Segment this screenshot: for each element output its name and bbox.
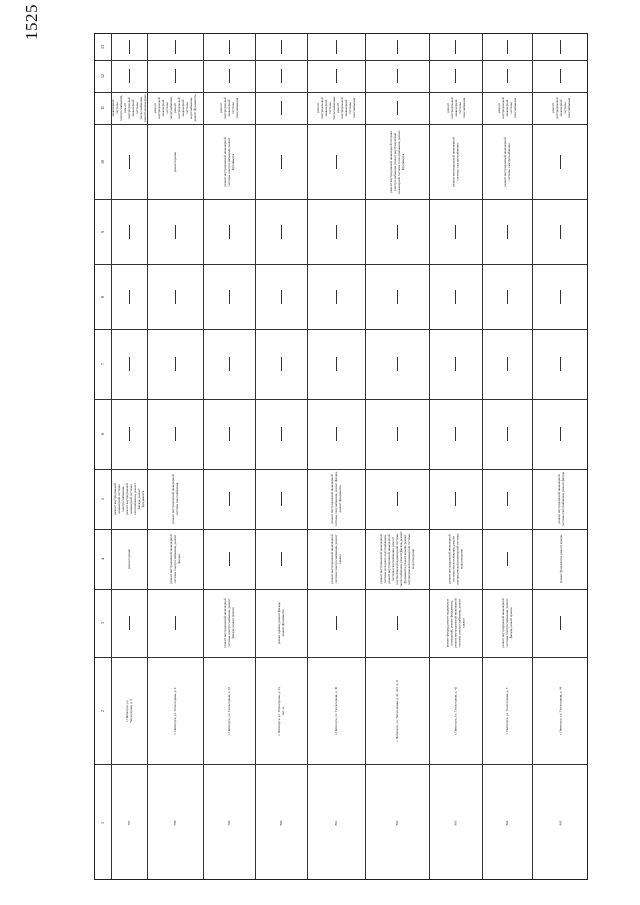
table-cell-c6: [111, 399, 147, 469]
table-cell-c13: [147, 34, 203, 60]
column-header: [95, 264, 111, 329]
table-cell-num: [365, 764, 429, 881]
table-cell-c9: [307, 199, 365, 264]
empty-cell-dash: [455, 357, 456, 371]
table-cell-c5: [365, 469, 429, 529]
table-cell-c13: [255, 34, 307, 60]
table-cell-c4: [532, 529, 589, 589]
table-cell-c8: [429, 264, 482, 329]
table-cell-address: [365, 657, 429, 764]
cell-text: ремонт внутридомовой инженерной системы газоснабжения, ремонт фасада: [556, 472, 565, 526]
empty-cell-dash: [397, 40, 398, 54]
cell-text: ремонт внутридомовой инженерной системы газоснабжения: [445, 97, 466, 119]
table-cell-c3: [147, 589, 203, 657]
cell-text: ремонт внутридомовой инженерной системы газоснабжения: [550, 97, 571, 119]
table-cell-c3: [307, 589, 365, 657]
table-cell-c7: [365, 329, 429, 399]
column-header: [95, 92, 111, 124]
empty-cell-dash: [560, 40, 561, 54]
table-cell-c7: [111, 329, 147, 399]
table-cell-c7: [482, 329, 532, 399]
empty-cell-dash: [336, 69, 337, 83]
empty-cell-dash: [397, 225, 398, 239]
cell-text: ремонт внутридомовой инженерной системы газоснабжения: [219, 97, 239, 119]
table-cell-c7: [429, 329, 482, 399]
table-cell-c7: [307, 329, 365, 399]
empty-cell-dash: [281, 225, 282, 239]
empty-cell-dash: [229, 427, 230, 441]
column-header: [95, 124, 111, 199]
table-cell-c3: [255, 589, 307, 657]
empty-cell-dash: [336, 357, 337, 371]
table-cell-c6: [532, 399, 589, 469]
cell-text: ремонт внутридомовой инженерной системы газоснабжения: [497, 97, 517, 119]
table-cell-c3: [365, 589, 429, 657]
cell-text: г. Пятигорск, ул. Теплосерная, д. 41, лит. А, Б: [395, 679, 399, 742]
column-header: [95, 529, 111, 589]
empty-cell-dash: [175, 616, 176, 630]
table-cell-c8: [482, 264, 532, 329]
table-cell-address: [307, 657, 365, 764]
column-header: [95, 657, 111, 764]
cell-text: г. Пятигорск, ул. Теплосерная, д. 54: [558, 686, 563, 735]
empty-cell-dash: [129, 290, 130, 304]
cell-text: 802: [395, 820, 399, 825]
table-cell-c10: [203, 124, 255, 199]
cell-text: ремонт внутридомовой инженерной системы электроснабжения, ремонт фасада, ремонт крыши: [501, 598, 513, 648]
cell-text: г. Пятигорск, ул. Теплосерная, д. 5: [125, 698, 133, 723]
empty-cell-dash: [129, 155, 130, 169]
cell-text: ремонт внутридомовой инженерной системы теплоснабжения, ремонт внутридомовой инженерной системы газоснабжения: [316, 96, 356, 120]
empty-cell-dash: [397, 290, 398, 304]
table-cell-c6: [482, 399, 532, 469]
empty-cell-dash: [229, 492, 230, 506]
table-cell-c10: [429, 124, 482, 199]
empty-cell-dash: [336, 427, 337, 441]
empty-cell-dash: [397, 427, 398, 441]
empty-cell-dash: [507, 357, 508, 371]
empty-cell-dash: [281, 69, 282, 83]
empty-cell-dash: [507, 552, 508, 566]
table-cell-c11: [111, 92, 147, 124]
table-cell-address: [255, 657, 307, 764]
table-cell-c3: [429, 589, 482, 657]
column-header-label: 3: [100, 622, 105, 624]
empty-cell-dash: [175, 225, 176, 239]
table-cell-c8: [365, 264, 429, 329]
table-cell-c11: [147, 92, 203, 124]
column-header-label: 13: [100, 45, 105, 49]
table-cell-num: [532, 764, 589, 881]
table-cell-c12: [203, 60, 255, 92]
cell-text: ремонт внутридомовой инженерной системы электроснабжения: [503, 136, 511, 187]
empty-cell-dash: [229, 357, 230, 371]
cell-text: ремонт фасада, ремонт подвальных помещений, ремонт фундамента, ремонт внутридомовой инженерной системы электроснабжения, ремонт крыши: [445, 598, 466, 648]
table-cell-c4: [365, 529, 429, 589]
empty-cell-dash: [455, 40, 456, 54]
empty-cell-dash: [560, 357, 561, 371]
column-header-label: 7: [100, 363, 105, 365]
table-cell-c6: [203, 399, 255, 469]
table-cell-c7: [532, 329, 589, 399]
table-cell-c10: [532, 124, 589, 199]
cell-text: ремонт крыши: [173, 151, 177, 172]
table-cell-c13: [307, 34, 365, 60]
table-cell-num: [255, 764, 307, 881]
empty-cell-dash: [281, 357, 282, 371]
column-header-label: 2: [100, 709, 105, 712]
table-cell-c11: [482, 92, 532, 124]
empty-cell-dash: [397, 69, 398, 83]
table-cell-c7: [147, 329, 203, 399]
cell-text: 800: [279, 820, 283, 825]
table-cell-address: [482, 657, 532, 764]
table-cell-num: [203, 764, 255, 881]
cell-text: ремонт внутридомовой инженерной системы электроснабжения, ремонт фасада, ремонт крыши: [223, 598, 235, 648]
cell-text: г. Пятигорск, ул. Теплосерная, д. 42: [453, 686, 458, 735]
cell-text: инженерной системы электроснабжения, ремонт внутридомовой инженерной системы теплоснабжения, ремонт инженерных: [111, 94, 147, 122]
table-cell-num: [429, 764, 482, 881]
page-number: 1525: [22, 4, 41, 40]
table-cell-c10: [482, 124, 532, 199]
table-cell-address: [147, 657, 203, 764]
empty-cell-dash: [455, 427, 456, 441]
empty-cell-dash: [560, 616, 561, 630]
table-cell-address: [111, 657, 147, 764]
table-cell-c9: [203, 199, 255, 264]
table-cell-num: [482, 764, 532, 881]
cell-text: ремонт фундамента, ремонт крыши: [558, 534, 563, 584]
cell-text: г. Пятигорск, ул. Теплосерная, д. 5: [505, 687, 509, 734]
table-cell-c9: [255, 199, 307, 264]
empty-cell-dash: [507, 225, 508, 239]
empty-cell-dash: [507, 290, 508, 304]
empty-cell-dash: [281, 492, 282, 506]
table-cell-c9: [365, 199, 429, 264]
cell-text: ремонт внутридомовой инженерной системы электроснабжения: [451, 136, 460, 187]
empty-cell-dash: [129, 616, 130, 630]
cell-text: г. Пятигорск, ул. Теплосерная, д. 36: [334, 686, 338, 735]
cell-text: ремонт внутридомовой инженерной системы электроснабжения, ремонт крыши: [330, 534, 342, 584]
empty-cell-dash: [560, 225, 561, 239]
table-cell-c4: [482, 529, 532, 589]
cell-text: ремонт внутридомовой инженерной системы холодного водоснабжения, ремонт внутридомовой инженерной системы газоснабжения, ремонт внутридомовой инженерной системы теплоснабжения, ремонт фасада, ремонт фундамента, ремонт крыши, ремонт внутридомовой инженерной системы водоотведения: [379, 531, 415, 587]
empty-cell-dash: [229, 552, 230, 566]
table-cell-c12: [307, 60, 365, 92]
column-header: [95, 199, 111, 264]
empty-cell-dash: [175, 40, 176, 54]
table-cell-address: [203, 657, 255, 764]
table-cell-c11: [365, 92, 429, 124]
cell-text: 797: [127, 820, 131, 825]
table-cell-c12: [147, 60, 203, 92]
table-cell-c9: [532, 199, 589, 264]
table-cell-c5: [203, 469, 255, 529]
column-header-label: 4: [100, 558, 105, 560]
table-cell-num: [111, 764, 147, 881]
table-cell-c12: [532, 60, 589, 92]
empty-cell-dash: [397, 616, 398, 630]
table-cell-c11: [255, 92, 307, 124]
empty-cell-dash: [507, 427, 508, 441]
table-cell-c11: [532, 92, 589, 124]
table-cell-c13: [365, 34, 429, 60]
column-header: [95, 764, 111, 881]
table-cell-c4: [429, 529, 482, 589]
empty-cell-dash: [560, 290, 561, 304]
table-cell-c8: [111, 264, 147, 329]
column-header: [95, 60, 111, 92]
table-cell-c8: [307, 264, 365, 329]
column-header: [95, 329, 111, 399]
empty-cell-dash: [336, 225, 337, 239]
cell-text: 804: [505, 820, 509, 825]
table-cell-c10: [307, 124, 365, 199]
cell-text: 803: [453, 820, 458, 825]
cell-text: ремонт внутридомовой инженерной системы электроснабжения, ремонт фасада: [169, 534, 181, 584]
table-cell-c9: [429, 199, 482, 264]
table-cell-c13: [111, 34, 147, 60]
cell-text: г. Пятигорск, ул. Теплосерная, д. 10: [227, 686, 231, 735]
cell-text: ремонт крыши: [127, 549, 131, 569]
cell-text: 799: [227, 820, 231, 825]
empty-cell-dash: [281, 427, 282, 441]
column-header: [95, 34, 111, 60]
table-cell-c3: [532, 589, 589, 657]
column-header-label: 6: [100, 433, 105, 435]
table-cell-c9: [482, 199, 532, 264]
column-header-label: 1: [100, 821, 105, 824]
table-cell-c10: [365, 124, 429, 199]
column-header: [95, 399, 111, 469]
cell-text: ремонт внутридомовой инженерной системы теплоснабжения, ремонт внутридомовой инженерной системы водоотведения: [447, 533, 464, 585]
empty-cell-dash: [281, 40, 282, 54]
empty-cell-dash: [229, 69, 230, 83]
table-cell-c9: [111, 199, 147, 264]
cell-text: г. Пятигорск, ул. Теплосерная, д. 33, лит. А: [277, 685, 285, 736]
table-cell-c7: [255, 329, 307, 399]
table-cell-c13: [482, 34, 532, 60]
table-cell-c6: [147, 399, 203, 469]
empty-cell-dash: [455, 492, 456, 506]
table-cell-c13: [532, 34, 589, 60]
empty-cell-dash: [560, 69, 561, 83]
empty-cell-dash: [175, 290, 176, 304]
column-header-label: 9: [100, 230, 105, 233]
empty-cell-dash: [175, 427, 176, 441]
cell-text: ремонт внутридомовой инженерной системы теплоснабжения, ремонт внутридомовой инженерной системы водоснабжения, ремонт фундамента: [153, 94, 197, 122]
table-cell-c11: [203, 92, 255, 124]
table-cell-num: [147, 764, 203, 881]
table-cell-c4: [147, 529, 203, 589]
table-cell-c9: [147, 199, 203, 264]
table-cell-c12: [255, 60, 307, 92]
empty-cell-dash: [281, 101, 282, 115]
table-cell-c12: [365, 60, 429, 92]
column-header-label: 10: [100, 159, 105, 164]
column-header-label: 8: [100, 295, 105, 298]
table-cell-c5: [307, 469, 365, 529]
cell-text: г. Пятигорск, ул. Теплосерная, д. 9: [173, 687, 177, 734]
table-cell-c12: [429, 60, 482, 92]
empty-cell-dash: [336, 40, 337, 54]
empty-cell-dash: [229, 225, 230, 239]
table-cell-c11: [429, 92, 482, 124]
empty-cell-dash: [397, 101, 398, 115]
empty-cell-dash: [129, 427, 130, 441]
column-header: [95, 589, 111, 657]
table-cell-c11: [307, 92, 365, 124]
empty-cell-dash: [560, 427, 561, 441]
empty-cell-dash: [455, 290, 456, 304]
table-cell-c6: [429, 399, 482, 469]
table-cell-c10: [255, 124, 307, 199]
table-cell-c5: [255, 469, 307, 529]
table-cell-c6: [255, 399, 307, 469]
table-cell-c5: [111, 469, 147, 529]
cell-text: ремонт внутридомовой инженерной системы электроснабжения, ремонт внутридомовой инженерной системы теплоснабжения, ремонт фундамента: [389, 129, 405, 194]
cell-text: ремонт внутридомовой инженерной системы газоснабжения, ремонт фасада, ремонт фундамента: [330, 471, 342, 527]
empty-cell-dash: [175, 69, 176, 83]
cell-text: ремонт внутридомовой инженерной системы газоснабжения: [171, 474, 179, 524]
cell-text: ремонт внутридомовой инженерной системы электроснабжения, ремонт фундамента: [223, 136, 235, 187]
empty-cell-dash: [336, 616, 337, 630]
table-cell-c4: [111, 529, 147, 589]
cell-text: 805: [558, 820, 563, 825]
cell-text: ремонт внутридомовой инженерной системы электроснабжения, ремонт внутридомовой инженерной системы газоснабжения, ремонт фасада, ремонт фундамента: [113, 483, 145, 515]
table-cell-c13: [429, 34, 482, 60]
column-header: [95, 469, 111, 529]
cell-text: 798: [173, 820, 177, 825]
table-cell-c3: [482, 589, 532, 657]
table-cell-num: [307, 764, 365, 881]
table-cell-c8: [255, 264, 307, 329]
table-cell-c5: [429, 469, 482, 529]
empty-cell-dash: [175, 357, 176, 371]
table-cell-c5: [532, 469, 589, 529]
table-cell-c4: [307, 529, 365, 589]
table-cell-c5: [482, 469, 532, 529]
empty-cell-dash: [281, 290, 282, 304]
column-header-label: 12: [100, 74, 105, 78]
table-cell-c8: [532, 264, 589, 329]
table-cell-c8: [147, 264, 203, 329]
empty-cell-dash: [281, 552, 282, 566]
empty-cell-dash: [455, 225, 456, 239]
table-cell-c4: [255, 529, 307, 589]
table-cell-c6: [365, 399, 429, 469]
table-cell-c5: [147, 469, 203, 529]
empty-cell-dash: [229, 40, 230, 54]
empty-cell-dash: [507, 40, 508, 54]
table-cell-address: [532, 657, 589, 764]
table-cell-c10: [111, 124, 147, 199]
column-header-label: 11: [99, 106, 105, 110]
table-cell-c13: [203, 34, 255, 60]
empty-cell-dash: [560, 155, 561, 169]
empty-cell-dash: [507, 69, 508, 83]
table-cell-c10: [147, 124, 203, 199]
cell-text: ремонт крыши, ремонт фасада, ремонт фундамента: [277, 601, 285, 645]
empty-cell-dash: [455, 69, 456, 83]
table-cell-c7: [203, 329, 255, 399]
table-cell-c12: [111, 60, 147, 92]
empty-cell-dash: [129, 357, 130, 371]
work-schedule-table: [94, 33, 588, 880]
empty-cell-dash: [507, 492, 508, 506]
table-cell-address: [429, 657, 482, 764]
empty-cell-dash: [336, 155, 337, 169]
table-cell-c6: [307, 399, 365, 469]
table-cell-c3: [203, 589, 255, 657]
empty-cell-dash: [397, 492, 398, 506]
empty-cell-dash: [229, 290, 230, 304]
empty-cell-dash: [281, 155, 282, 169]
table-cell-c3: [111, 589, 147, 657]
empty-cell-dash: [129, 225, 130, 239]
table-cell-c8: [203, 264, 255, 329]
empty-cell-dash: [397, 357, 398, 371]
cell-text: 801: [334, 820, 338, 825]
empty-cell-dash: [336, 290, 337, 304]
table-cell-c12: [482, 60, 532, 92]
empty-cell-dash: [129, 69, 130, 83]
table-cell-c4: [203, 529, 255, 589]
empty-cell-dash: [129, 40, 130, 54]
column-header-label: 5: [100, 498, 105, 500]
